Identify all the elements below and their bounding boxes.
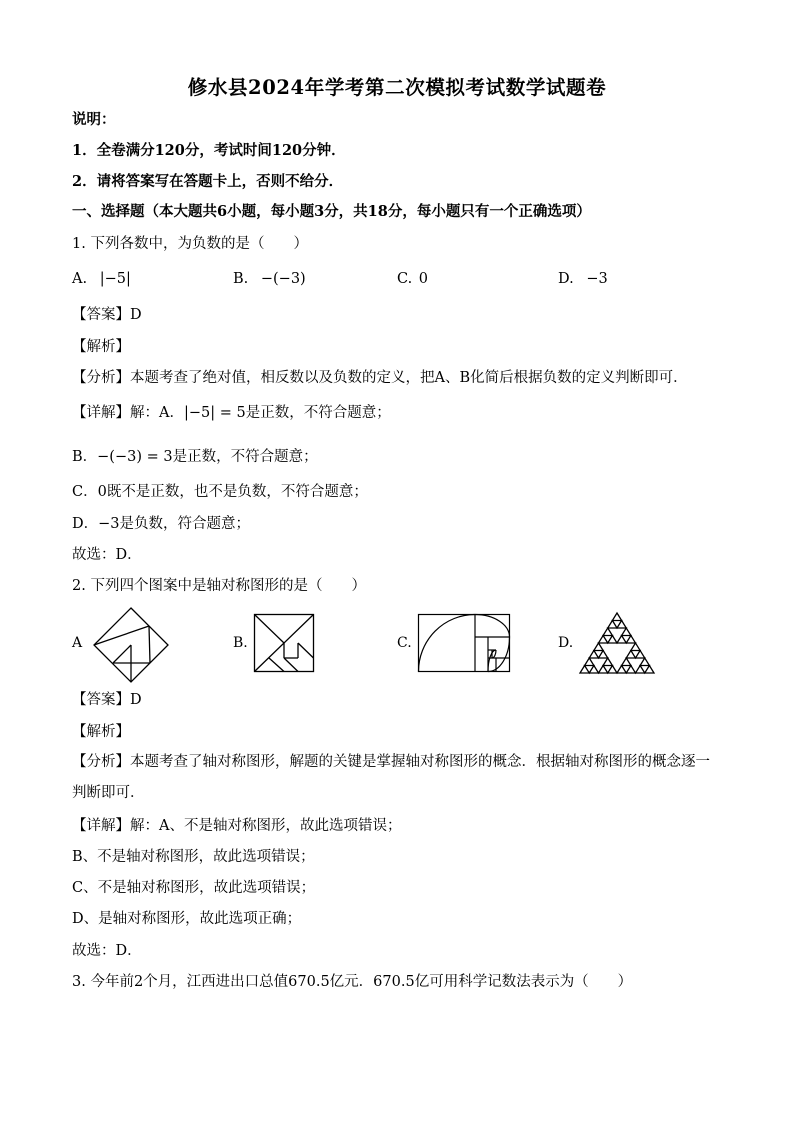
q1-option-d-text: −3: [586, 271, 608, 287]
q2-option-a-label: A: [72, 635, 83, 651]
q1-option-c-text: 0: [418, 271, 429, 287]
note-item-1: 1．全卷满分120分，考试时间120分钟．: [72, 142, 346, 159]
q1-option-d: [558, 270, 608, 288]
section-heading: 一、选择题（本大题共6小题，每小题3分，共18分，每小题只有一个正确选项）: [72, 203, 591, 220]
q1-detail-a: 【详解】解：A．|−5| = 5是正数，不符合题意；: [72, 405, 391, 421]
q2-option-c-label: C.: [397, 635, 412, 651]
q1-answer: 【答案】D: [72, 307, 142, 323]
note-item-2: 2．请将答案写在答题卡上，否则不给分．: [72, 173, 344, 190]
q1-option-c-label: C.: [397, 271, 413, 287]
q2-stem: 2. 下列四个图案中是轴对称图形的是（ ）: [72, 578, 366, 594]
q1-detail-d: D．−3是负数，符合题意；: [72, 516, 250, 532]
q2-figure-d: [578, 611, 656, 675]
q3-stem: 3. 今年前2个月，江西进出口总值670.5亿元．670.5亿可用科学记数法表示为（ ）: [72, 974, 633, 990]
q1-option-a: [72, 270, 131, 288]
q2-answer: 【答案】D: [72, 692, 142, 708]
q1-option-a-label: A.: [72, 271, 88, 287]
q1-option-d-label: D.: [558, 271, 574, 287]
q1-choose: 故选：D．: [72, 547, 142, 563]
q2-figure-c: [417, 613, 511, 673]
q2-fenxi: 【分析】本题考查了轴对称图形，解题的关键是掌握轴对称图形的概念．根据轴对称图形的概念逐一判断即可．: [72, 754, 710, 801]
q2-detail-b: B、不是轴对称图形，故此选项错误；: [72, 849, 315, 865]
q2-detail-d: D、是轴对称图形，故此选项正确；: [72, 911, 302, 927]
q1-option-c: [397, 270, 428, 288]
q1-detail-b: B．−(−3) = 3是正数，不符合题意；: [72, 449, 318, 465]
q2-analysis-label: 【解析】: [72, 724, 130, 740]
q1-option-b-label: B.: [233, 271, 249, 287]
q1-detail-c: C．0既不是正数，也不是负数，不符合题意；: [72, 484, 368, 500]
q1-stem: 1. 下列各数中，为负数的是（ ）: [72, 236, 308, 252]
page-title: 修水县2024年学考第二次模拟考试数学试题卷: [187, 76, 607, 99]
q1-option-b: [233, 270, 306, 288]
q2-detail-c: C、不是轴对称图形，故此选项错误；: [72, 880, 316, 896]
notes-heading: 说明：: [72, 111, 116, 128]
q2-figure-a: [92, 606, 170, 684]
q2-option-d-label: D.: [558, 635, 574, 651]
q2-option-b-label: B.: [233, 635, 248, 651]
q2-choose: 故选：D．: [72, 943, 142, 959]
q1-analysis-label: 【解析】: [72, 339, 130, 355]
q1-fenxi: 【分析】本题考查了绝对值，相反数以及负数的定义，把A、B化简后根据负数的定义判断即可．: [72, 370, 688, 386]
q2-detail-a: 【详解】解：A、不是轴对称图形，故此选项错误；: [72, 818, 402, 834]
q1-option-a-text: |−5|: [99, 271, 131, 287]
q1-option-b-text: −(−3): [260, 271, 306, 287]
q2-figure-b: [253, 613, 315, 673]
